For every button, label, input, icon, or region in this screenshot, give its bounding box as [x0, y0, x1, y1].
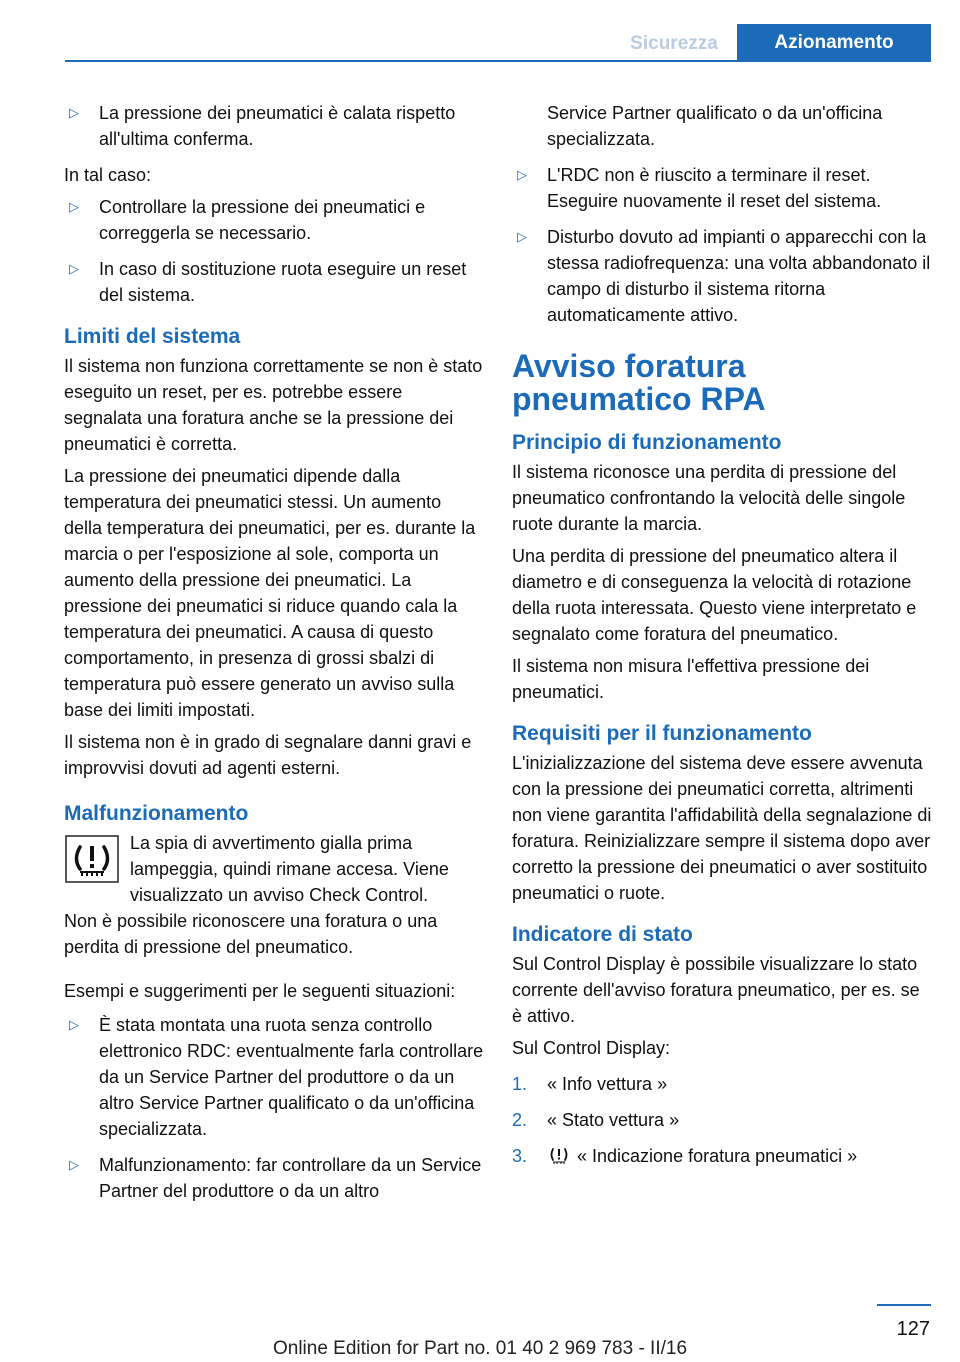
- list-item: ▷ È stata montata una ruota senza controllo elettronico RDC: eventualmente farla controllare da un Service Partner del produttore o da un altro Service Partner qualificato o da un'officina specializzata.: [64, 1012, 484, 1142]
- page-number-rule: [877, 1304, 931, 1306]
- paragraph: Il sistema riconosce una perdita di pressione del pneumatico confrontando la velocità delle singole ruote durante la marcia.: [512, 462, 906, 534]
- list-item: ▷ La pressione dei pneumatici è calata rispetto all'ultima conferma.: [64, 100, 484, 152]
- list-item: ▷ L'RDC non è riuscito a terminare il reset. Eseguire nuovamente il reset del sistema.: [512, 162, 932, 214]
- paragraph: Sul Control Display:: [512, 1038, 671, 1058]
- paragraph: La pressione dei pneumatici dipende dalla temperatura dei pneumatici stessi. Un aumento della temperatura dei pneumatici, per es. durante la marcia o per l'esposizione al sole, comporta un aumento della pressione dei pneumatici. La pressione dei pneumatici si riduce quando cala la temperatura dei pneumatici. A causa di questo comportamento, in presenza di grossi sbalzi di temperatura può essere generato un avviso sulla base dei limiti impostati.: [64, 466, 476, 720]
- header-tab-sicurezza: Sicurezza: [630, 33, 718, 54]
- heading-principio: Principio di funzionamento: [512, 431, 782, 454]
- page-number: 127: [896, 1318, 930, 1340]
- heading-limiti-del-sistema: Limiti del sistema: [64, 325, 241, 348]
- bullet-list: [64, 194, 484, 308]
- paragraph: Non è possibile riconoscere una foratura o una perdita di pressione del pneumatico.: [64, 911, 438, 957]
- list-item: 3. « Indicazione foratura pneumatici »: [512, 1146, 858, 1166]
- tire-pressure-warning-icon: [65, 835, 119, 883]
- paragraph: Il sistema non funziona correttamente se non è stato eseguito un reset, per es. potrebbe essere segnalata una foratura anche se la pressione dei pneumatici è corretta.: [64, 356, 483, 454]
- paragraph: Il sistema non misura l'effettiva pressione dei pneumatici.: [512, 656, 870, 702]
- heading-malfunzionamento: Malfunzionamento: [64, 802, 249, 825]
- list-item: ▷ In caso di sostituzione ruota eseguire un reset del sistema.: [64, 256, 484, 308]
- header-rule: [65, 60, 931, 62]
- triangle-right-icon: ▷: [517, 167, 527, 182]
- triangle-right-icon: ▷: [69, 199, 79, 214]
- bullet-list: [64, 1012, 484, 1204]
- triangle-right-icon: ▷: [69, 1157, 79, 1172]
- paragraph: La spia di avvertimento gialla prima lampeggia, quindi rimane accesa. Viene visualizzato un avviso Check Control.: [130, 833, 449, 905]
- list-item: ▷ Disturbo dovuto ad impianti o apparecchi con la stessa radiofrequenza: una volta abbandonato il campo di disturbo il sistema ritorna automaticamente attivo.: [512, 224, 932, 328]
- heading-requisiti: Requisiti per il funzionamento: [512, 722, 812, 745]
- paragraph: L'inizializzazione del sistema deve essere avvenuta con la pressione dei pneumatici corretta, altrimenti non viene garantita l'affidabilità della segnalazione di foratura. Reinizializzare sempre il sistema dopo aver corretto la pressione dei pneumatici o aver sostituito pneumatici o ruote.: [512, 753, 932, 903]
- tire-pressure-warning-icon: [547, 1145, 571, 1165]
- heading-avviso-foratura: Avviso foratura pneumatico RPA: [512, 348, 766, 417]
- steps-list: [512, 1071, 932, 1169]
- triangle-right-icon: ▷: [69, 105, 79, 120]
- paragraph: Il sistema non è in grado di segnalare danni gravi e improvvisi dovuti ad agenti esterni.: [64, 732, 472, 778]
- bullet-list: [64, 100, 484, 152]
- header-tab-azionamento: Azionamento: [737, 24, 931, 62]
- list-item: ▷ Controllare la pressione dei pneumatici e correggerla se necessario.: [64, 194, 484, 246]
- paragraph: In tal caso:: [64, 165, 152, 185]
- paragraph: Una perdita di pressione del pneumatico altera il diametro e di conseguenza la velocità di rotazione della ruota interessata. Questo viene interpretato e segnalato come foratura del pneumatico.: [512, 546, 917, 644]
- heading-indicatore: Indicatore di stato: [512, 923, 693, 946]
- triangle-right-icon: ▷: [69, 1017, 79, 1032]
- paragraph: Esempi e suggerimenti per le seguenti situazioni:: [64, 981, 456, 1001]
- left-column: [64, 100, 484, 1214]
- list-item: 2. « Stato vettura »: [512, 1110, 680, 1130]
- footer-edition: Online Edition for Part no. 01 40 2 969 783 - II/16: [272, 1338, 688, 1359]
- triangle-right-icon: ▷: [69, 261, 79, 276]
- paragraph: Sul Control Display è possibile visualizzare lo stato corrente dell'avviso foratura pneumatico, per es. se è attivo.: [512, 954, 920, 1026]
- warning-note: [64, 830, 484, 960]
- list-item: ▷ Malfunzionamento: far controllare da un Service Partner del produttore o da un altro: [64, 1152, 484, 1204]
- list-item: 1. « Info vettura »: [512, 1074, 668, 1094]
- paragraph-continuation: Service Partner qualificato o da un'officina specializzata.: [547, 103, 883, 149]
- right-column: [512, 100, 932, 1179]
- bullet-list: [512, 162, 932, 328]
- triangle-right-icon: ▷: [517, 229, 527, 244]
